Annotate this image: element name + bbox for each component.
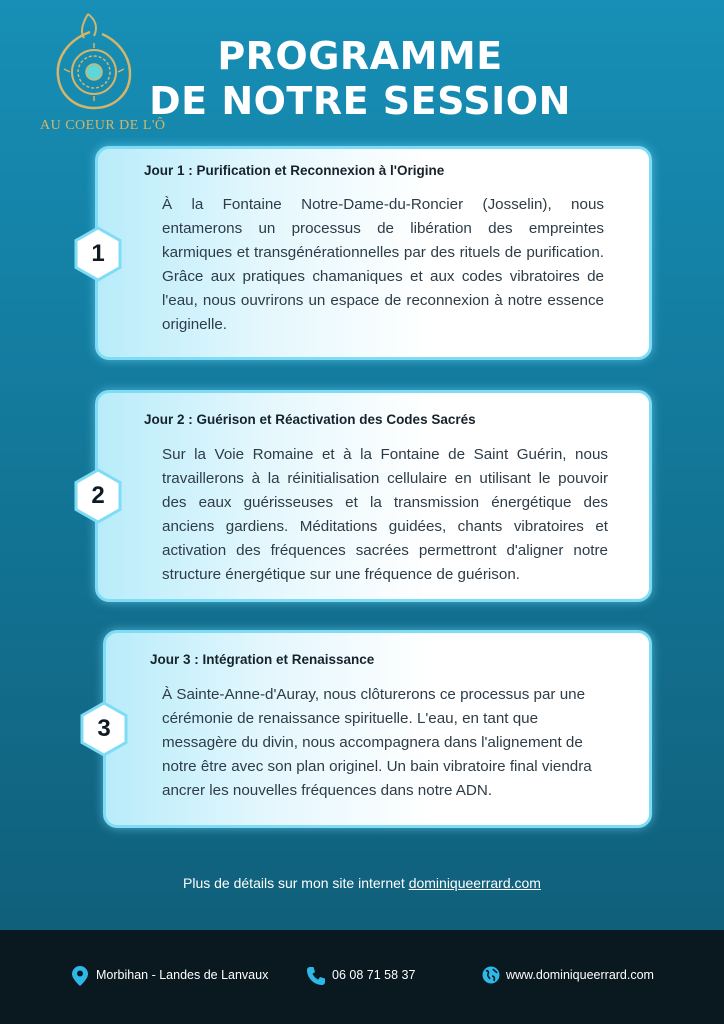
phone-icon	[306, 966, 326, 986]
day-1-number: 1	[91, 240, 105, 267]
day-2-card	[95, 390, 652, 602]
map-pin-icon	[72, 966, 88, 986]
day-3-heading: Jour 3 : Intégration et Renaissance	[150, 652, 375, 667]
day-2-description: Sur la Voie Romaine et à la Fontaine de Saint Guérin, nous travaillerons à la réinitialisation cellulaire en utilisant le pouvoir des eaux guérisseuses et la transmission énergétique des anciens gardiens. Méditations guidées, chants vibratoires et activation des fréquences sacrées permettront d'aligner notre structure énergétique sur une fréquence de guérison.	[162, 446, 608, 583]
website-link[interactable]: dominiqueerrard.com	[408, 875, 541, 891]
globe-icon	[482, 966, 500, 984]
brand-logo	[40, 10, 166, 133]
day-3-description: À Sainte-Anne-d'Auray, nous clôturerons ce processus par une cérémonie de renaissance spirituelle. L'eau, en tant que messagère du divin, nous accompagnera dans l'alignement de notre être avec son plan originel. Un bain vibratoire final viendra ancrer les nouvelles fréquences dans notre ADN.	[162, 686, 592, 799]
logo-text: AU COEUR DE L'Ô	[40, 118, 166, 133]
more-details-text: Plus de détails sur mon site internet	[183, 875, 405, 891]
page-title	[140, 34, 580, 124]
website-text[interactable]: www.dominiqueerrard.com	[506, 968, 654, 982]
day-3-number: 3	[97, 715, 111, 742]
day-2-number-badge	[73, 468, 123, 524]
footer	[0, 930, 724, 1024]
day-1-description: À la Fontaine Notre-Dame-du-Roncier (Josselin), nous entamerons un processus de libération des empreintes karmiques et transgénérationnelles par des rituels de purification. Grâce aux pratiques chamaniques et aux codes vibratoires de l'eau, nous ouvrirons un espace de reconnexion à notre essence originelle.	[162, 196, 604, 333]
day-2-number: 2	[91, 482, 105, 509]
day-1-number-badge	[73, 226, 123, 282]
day-2-heading: Jour 2 : Guérison et Réactivation des Codes Sacrés	[144, 412, 476, 427]
day-1-heading: Jour 1 : Purification et Reconnexion à l'Origine	[144, 163, 445, 178]
water-drop-logo-icon	[50, 10, 140, 115]
day-3-card	[103, 630, 652, 828]
location-text: Morbihan - Landes de Lanvaux	[96, 968, 269, 982]
title-line-2: DE NOTRE SESSION	[149, 79, 571, 123]
phone-text: 06 08 71 58 37	[332, 968, 416, 982]
day-1-card	[95, 146, 652, 360]
day-3-number-badge	[79, 701, 129, 757]
more-details	[0, 875, 724, 891]
title-line-1: PROGRAMME	[217, 34, 503, 78]
